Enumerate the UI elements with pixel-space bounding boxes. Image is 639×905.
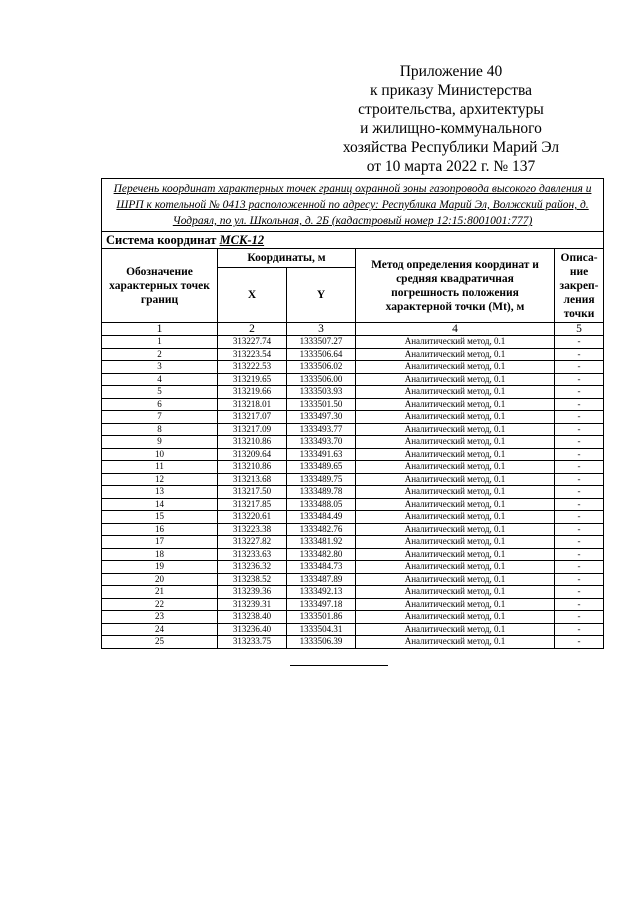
- y-coordinate-cell: 1333497.18: [287, 598, 356, 611]
- caption-row: [102, 179, 604, 232]
- appendix-line: от 10 марта 2022 г. № 137: [366, 158, 536, 175]
- x-coordinate-cell: 313217.09: [218, 423, 287, 436]
- x-coordinate-cell: 313236.32: [218, 561, 287, 574]
- y-coordinate-cell: 1333489.75: [287, 473, 356, 486]
- method-cell: Аналитический метод, 0.1: [356, 398, 555, 411]
- point-number-cell: 13: [102, 486, 218, 499]
- table-row: [102, 598, 604, 611]
- y-coordinate-cell: 1333504.31: [287, 623, 356, 636]
- table-row: [102, 398, 604, 411]
- point-number-cell: 22: [102, 598, 218, 611]
- table-row: [102, 486, 604, 499]
- header-coordinates: Координаты, м: [218, 249, 356, 268]
- point-number-cell: 7: [102, 411, 218, 424]
- point-number-cell: 2: [102, 348, 218, 361]
- x-coordinate-cell: 313238.40: [218, 611, 287, 624]
- x-coordinate-cell: 313233.75: [218, 636, 287, 649]
- table-row: [102, 461, 604, 474]
- description-cell: -: [555, 373, 604, 386]
- table-row: [102, 511, 604, 524]
- x-coordinate-cell: 313219.66: [218, 386, 287, 399]
- description-cell: -: [555, 448, 604, 461]
- appendix-line: и жилищно-коммунального: [360, 120, 542, 137]
- y-coordinate-cell: 1333491.63: [287, 448, 356, 461]
- table-row: [102, 336, 604, 349]
- table-row: [102, 386, 604, 399]
- description-cell: -: [555, 611, 604, 624]
- point-number-cell: 21: [102, 586, 218, 599]
- y-coordinate-cell: 1333493.77: [287, 423, 356, 436]
- point-number-cell: 4: [102, 373, 218, 386]
- description-cell: -: [555, 398, 604, 411]
- x-coordinate-cell: 313236.40: [218, 623, 287, 636]
- header-method: Метод определения координат и средняя квадратичная погрешность положения характерной точки (Mt), м: [356, 249, 555, 323]
- x-coordinate-cell: 313217.50: [218, 486, 287, 499]
- point-number-cell: 14: [102, 498, 218, 511]
- coordinate-system: [102, 232, 604, 249]
- x-coordinate-cell: 313233.63: [218, 548, 287, 561]
- y-coordinate-cell: 1333482.76: [287, 523, 356, 536]
- x-coordinate-cell: 313223.54: [218, 348, 287, 361]
- coordinates-table: [101, 178, 604, 649]
- x-coordinate-cell: 313239.36: [218, 586, 287, 599]
- point-number-cell: 25: [102, 636, 218, 649]
- x-coordinate-cell: 313238.52: [218, 573, 287, 586]
- column-number: 5: [555, 323, 604, 336]
- table-row: [102, 523, 604, 536]
- table-row: [102, 573, 604, 586]
- method-cell: Аналитический метод, 0.1: [356, 461, 555, 474]
- header-designation: Обозначение характерных точек границ: [102, 249, 218, 323]
- y-coordinate-cell: 1333482.80: [287, 548, 356, 561]
- method-cell: Аналитический метод, 0.1: [356, 436, 555, 449]
- y-coordinate-cell: 1333489.78: [287, 486, 356, 499]
- footer-divider: [290, 665, 388, 666]
- point-number-cell: 11: [102, 461, 218, 474]
- description-cell: -: [555, 561, 604, 574]
- method-cell: Аналитический метод, 0.1: [356, 411, 555, 424]
- system-row: [102, 232, 604, 249]
- y-coordinate-cell: 1333507.27: [287, 336, 356, 349]
- method-cell: Аналитический метод, 0.1: [356, 511, 555, 524]
- appendix-line: хозяйства Республики Марий Эл: [342, 139, 560, 156]
- table-row: [102, 536, 604, 549]
- method-cell: Аналитический метод, 0.1: [356, 423, 555, 436]
- point-number-cell: 10: [102, 448, 218, 461]
- x-coordinate-cell: 313213.68: [218, 473, 287, 486]
- header-description: Описа-ние закреп-ления точки: [555, 249, 604, 323]
- description-cell: -: [555, 586, 604, 599]
- description-cell: -: [555, 486, 604, 499]
- y-coordinate-cell: 1333506.39: [287, 636, 356, 649]
- appendix-line: Приложение 40: [399, 63, 503, 80]
- y-coordinate-cell: 1333492.13: [287, 586, 356, 599]
- point-number-cell: 16: [102, 523, 218, 536]
- description-cell: -: [555, 473, 604, 486]
- y-coordinate-cell: 1333503.93: [287, 386, 356, 399]
- description-cell: -: [555, 623, 604, 636]
- table-row: [102, 436, 604, 449]
- method-cell: Аналитический метод, 0.1: [356, 386, 555, 399]
- table-row: [102, 611, 604, 624]
- y-coordinate-cell: 1333489.65: [287, 461, 356, 474]
- table-row: [102, 561, 604, 574]
- y-coordinate-cell: 1333501.50: [287, 398, 356, 411]
- y-coordinate-cell: 1333488.05: [287, 498, 356, 511]
- y-coordinate-cell: 1333501.86: [287, 611, 356, 624]
- table-row: [102, 586, 604, 599]
- description-cell: -: [555, 423, 604, 436]
- table-row: [102, 623, 604, 636]
- point-number-cell: 3: [102, 361, 218, 374]
- x-coordinate-cell: 313227.74: [218, 336, 287, 349]
- table-caption: Перечень координат характерных точек границ охранной зоны газопровода высокого давления и ШРП к котельной № 0413 расположенной по адресу: Республика Марий Эл, Волжский район, д. Чодраял, по ул. Школьная, д. 2Б (кадастровый номер 12:15:8001001:777): [102, 179, 604, 232]
- x-coordinate-cell: 313222.53: [218, 361, 287, 374]
- column-number: 4: [356, 323, 555, 336]
- point-number-cell: 5: [102, 386, 218, 399]
- appendix-header: [321, 62, 581, 176]
- appendix-line: к приказу Министерства: [370, 82, 532, 99]
- point-number-cell: 1: [102, 336, 218, 349]
- x-coordinate-cell: 313227.82: [218, 536, 287, 549]
- method-cell: Аналитический метод, 0.1: [356, 523, 555, 536]
- y-coordinate-cell: 1333497.30: [287, 411, 356, 424]
- description-cell: -: [555, 361, 604, 374]
- description-cell: -: [555, 511, 604, 524]
- point-number-cell: 8: [102, 423, 218, 436]
- description-cell: -: [555, 498, 604, 511]
- point-number-cell: 6: [102, 398, 218, 411]
- column-number-row: [102, 323, 604, 336]
- description-cell: -: [555, 598, 604, 611]
- point-number-cell: 12: [102, 473, 218, 486]
- header-x: X: [218, 268, 287, 323]
- method-cell: Аналитический метод, 0.1: [356, 586, 555, 599]
- description-cell: -: [555, 548, 604, 561]
- table-row: [102, 423, 604, 436]
- x-coordinate-cell: 313217.07: [218, 411, 287, 424]
- method-cell: Аналитический метод, 0.1: [356, 598, 555, 611]
- description-cell: -: [555, 411, 604, 424]
- y-coordinate-cell: 1333484.73: [287, 561, 356, 574]
- column-number: 1: [102, 323, 218, 336]
- method-cell: Аналитический метод, 0.1: [356, 536, 555, 549]
- method-cell: Аналитический метод, 0.1: [356, 336, 555, 349]
- x-coordinate-cell: 313220.61: [218, 511, 287, 524]
- method-cell: Аналитический метод, 0.1: [356, 611, 555, 624]
- x-coordinate-cell: 313210.86: [218, 461, 287, 474]
- table-row: [102, 498, 604, 511]
- table-row: [102, 373, 604, 386]
- description-cell: -: [555, 336, 604, 349]
- y-coordinate-cell: 1333487.89: [287, 573, 356, 586]
- method-cell: Аналитический метод, 0.1: [356, 373, 555, 386]
- x-coordinate-cell: 313219.65: [218, 373, 287, 386]
- x-coordinate-cell: 313239.31: [218, 598, 287, 611]
- method-cell: Аналитический метод, 0.1: [356, 623, 555, 636]
- header-row: [102, 249, 604, 268]
- method-cell: Аналитический метод, 0.1: [356, 561, 555, 574]
- y-coordinate-cell: 1333506.00: [287, 373, 356, 386]
- point-number-cell: 20: [102, 573, 218, 586]
- method-cell: Аналитический метод, 0.1: [356, 548, 555, 561]
- method-cell: Аналитический метод, 0.1: [356, 473, 555, 486]
- description-cell: -: [555, 636, 604, 649]
- point-number-cell: 19: [102, 561, 218, 574]
- appendix-line: строительства, архитектуры: [358, 101, 544, 118]
- point-number-cell: 9: [102, 436, 218, 449]
- description-cell: -: [555, 436, 604, 449]
- method-cell: Аналитический метод, 0.1: [356, 348, 555, 361]
- point-number-cell: 17: [102, 536, 218, 549]
- header-y: Y: [287, 268, 356, 323]
- method-cell: Аналитический метод, 0.1: [356, 573, 555, 586]
- table-row: [102, 411, 604, 424]
- x-coordinate-cell: 313223.38: [218, 523, 287, 536]
- table-row: [102, 448, 604, 461]
- x-coordinate-cell: 313218.01: [218, 398, 287, 411]
- y-coordinate-cell: 1333493.70: [287, 436, 356, 449]
- column-number: 2: [218, 323, 287, 336]
- point-number-cell: 15: [102, 511, 218, 524]
- system-label: Система координат: [106, 232, 217, 247]
- description-cell: -: [555, 386, 604, 399]
- method-cell: Аналитический метод, 0.1: [356, 636, 555, 649]
- y-coordinate-cell: 1333506.64: [287, 348, 356, 361]
- table-row: [102, 548, 604, 561]
- point-number-cell: 23: [102, 611, 218, 624]
- point-number-cell: 24: [102, 623, 218, 636]
- system-value: МСК-12: [219, 232, 265, 247]
- table-row: [102, 348, 604, 361]
- description-cell: -: [555, 573, 604, 586]
- point-number-cell: 18: [102, 548, 218, 561]
- y-coordinate-cell: 1333484.49: [287, 511, 356, 524]
- y-coordinate-cell: 1333481.92: [287, 536, 356, 549]
- table-row: [102, 361, 604, 374]
- table-row: [102, 636, 604, 649]
- method-cell: Аналитический метод, 0.1: [356, 486, 555, 499]
- table-row: [102, 473, 604, 486]
- x-coordinate-cell: 313217.85: [218, 498, 287, 511]
- x-coordinate-cell: 313210.86: [218, 436, 287, 449]
- method-cell: Аналитический метод, 0.1: [356, 448, 555, 461]
- description-cell: -: [555, 461, 604, 474]
- y-coordinate-cell: 1333506.02: [287, 361, 356, 374]
- method-cell: Аналитический метод, 0.1: [356, 498, 555, 511]
- description-cell: -: [555, 536, 604, 549]
- x-coordinate-cell: 313209.64: [218, 448, 287, 461]
- column-number: 3: [287, 323, 356, 336]
- description-cell: -: [555, 523, 604, 536]
- description-cell: -: [555, 348, 604, 361]
- method-cell: Аналитический метод, 0.1: [356, 361, 555, 374]
